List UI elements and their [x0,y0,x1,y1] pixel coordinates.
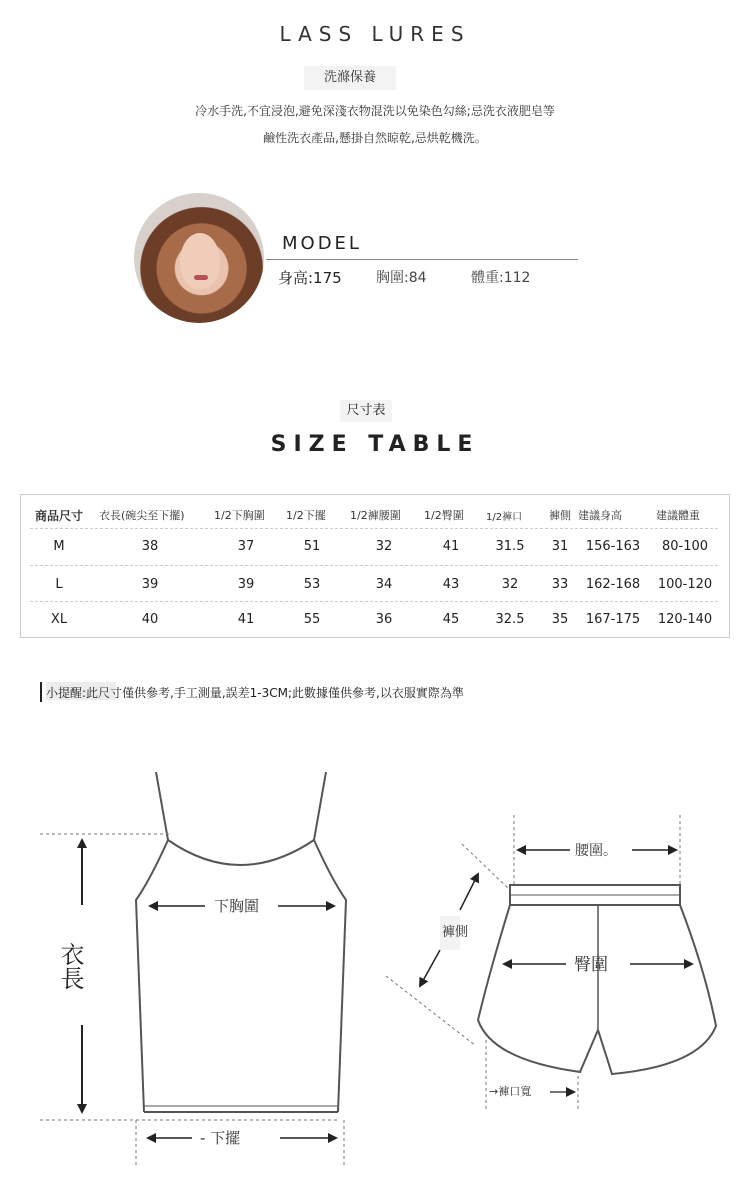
table-cell: 34 [375,577,393,592]
care-text-line-1: 冷水手洗,不宜浸泡,避免深淺衣物混洗以免染色勾絲;忌洗衣液肥皂等 [195,104,555,118]
table-cell: 100-120 [657,577,713,592]
table-cell: 31 [551,539,569,554]
underbust-label: 下胸圍 [214,897,260,915]
hem-label: - 下擺 [200,1129,241,1147]
table-cell: 162-168 [585,577,641,592]
table-cell: 41 [237,612,255,627]
table-divider [30,528,718,529]
table-cell: 39 [141,577,159,592]
table-header: 1/2下胸圍 [214,509,265,522]
table-cell: 38 [141,539,159,554]
table-cell: 167-175 [585,612,641,627]
table-cell: 35 [551,612,569,627]
size-table-title: SIZE TABLE [270,432,480,457]
table-cell: 120-140 [657,612,713,627]
table-header: 1/2臀圍 [424,509,464,522]
waist-label: 腰圍。 [575,843,617,859]
model-title: MODEL [282,233,362,254]
length-label: 衣長 [56,942,84,990]
table-cell: 32.5 [495,612,525,627]
table-header: 1/2褲腰圍 [350,509,401,522]
table-header: 商品尺寸 [35,509,84,523]
size-table-subtitle: 尺寸表 [340,400,392,422]
model-avatar [134,193,264,323]
table-cell: 80-100 [661,539,709,554]
table-cell: 33 [551,577,569,592]
table-cell: 32 [375,539,393,554]
table-cell: 41 [442,539,460,554]
table-cell: 32 [501,577,519,592]
table-header: 衣長(碗尖至下擺) [99,509,185,522]
shorts-outline [478,885,716,1074]
table-header: 1/2下擺 [286,509,326,522]
table-cell: M [53,539,65,554]
table-cell: 53 [303,577,321,592]
table-cell: 156-163 [585,539,641,554]
table-cell: 55 [303,612,321,627]
table-cell: 45 [442,612,460,627]
table-cell: 43 [442,577,460,592]
model-divider [266,259,578,260]
side-label: 褲側 [442,925,469,940]
table-cell: 31.5 [495,539,525,554]
hip-label: 臀圍 [574,955,608,975]
table-header: 1/2褲口 [486,512,523,523]
model-weight: 體重:112 [471,270,531,286]
model-height: 身高:175 [278,269,342,287]
table-cell: 40 [141,612,159,627]
table-divider [30,565,718,566]
note-marker [40,682,42,702]
table-cell: 39 [237,577,255,592]
table-cell: L [55,577,63,592]
table-header: 建議身高 [578,509,622,522]
leg-opening-label: →褲口寬 [489,1085,532,1098]
table-header: 褲側 [549,509,571,522]
table-cell: 36 [375,612,393,627]
table-divider [30,601,718,602]
table-cell: 37 [237,539,255,554]
model-bust: 胸圍:84 [376,270,427,286]
care-title: 洗滌保養 [304,66,396,90]
measurement-diagram [0,740,750,1180]
table-cell: 51 [303,539,321,554]
measurement-note: 小提醒:此尺寸僅供參考,手工測量,誤差1-3CM;此數據僅供參考,以衣服實際為準 [46,686,464,700]
table-header: 建議體重 [656,509,700,522]
camisole-outline [136,772,346,1112]
brand-name: LASS LURES [279,22,471,46]
care-text-line-2: 鹼性洗衣產品,懸掛自然晾乾,忌烘乾機洗。 [263,131,487,145]
table-cell: XL [50,612,68,627]
